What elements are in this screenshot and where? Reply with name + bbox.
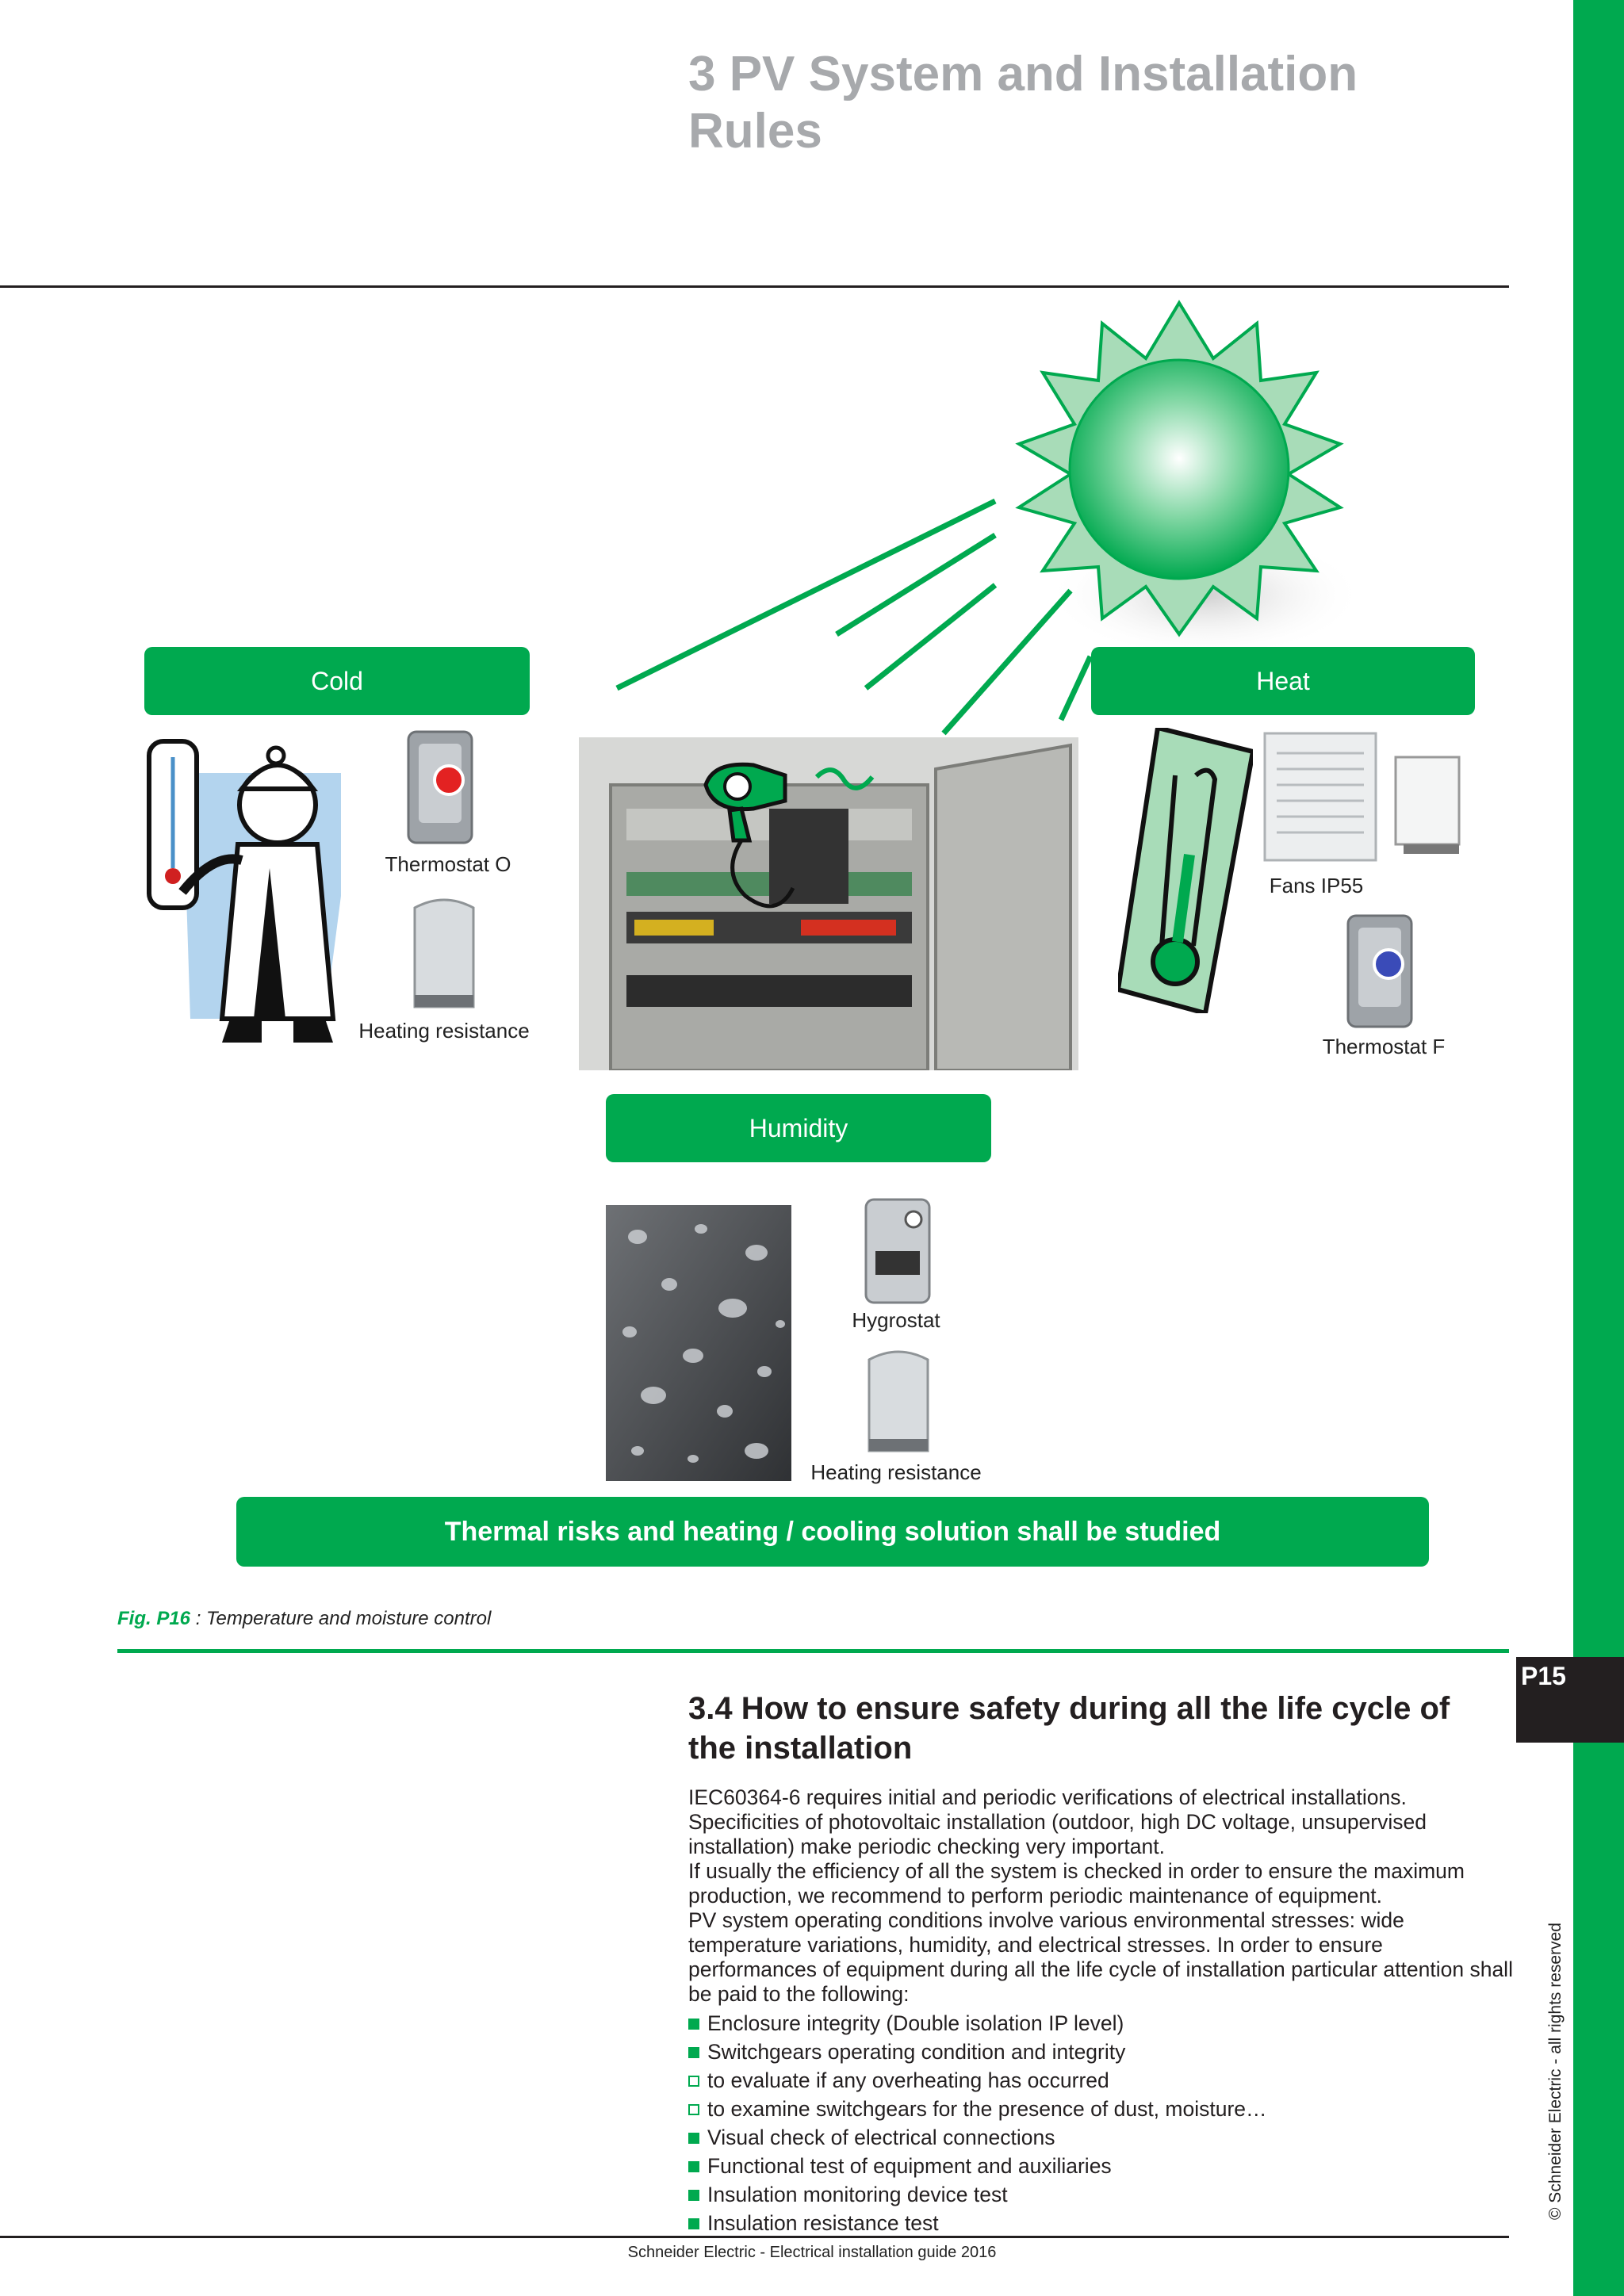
list-item: Insulation resistance test bbox=[688, 2211, 1513, 2236]
cold-header: Cold bbox=[144, 647, 530, 715]
figure-caption-text: : Temperature and moisture control bbox=[190, 1608, 492, 1629]
list-item: to examine switchgears for the presence of dust, moisture… bbox=[688, 2097, 1513, 2122]
water-droplets-image bbox=[606, 1205, 791, 1481]
side-color-bar bbox=[1573, 0, 1624, 2296]
list-item: to evaluate if any overheating has occurred bbox=[688, 2068, 1513, 2093]
fans-image bbox=[1249, 718, 1471, 868]
sub-bullet-icon bbox=[688, 2104, 699, 2115]
list-item: Functional test of equipment and auxiliaries bbox=[688, 2154, 1513, 2179]
paragraph: IEC60364-6 requires initial and periodic verifications of electrical installations. Specificities of photovoltaic installation (outdoor, high DC voltage, unsupervised installation) make periodic checking very important. bbox=[688, 1785, 1427, 1858]
list-item: Visual check of electrical connections bbox=[688, 2126, 1513, 2150]
caption-rule bbox=[117, 1649, 1509, 1653]
header-rule bbox=[0, 285, 1509, 288]
list-item: Enclosure integrity (Double isolation IP level) bbox=[688, 2011, 1513, 2036]
figure-number: Fig. P16 bbox=[117, 1608, 191, 1629]
electrical-enclosure-image bbox=[579, 737, 1078, 1070]
section-body bbox=[688, 1785, 1513, 2240]
humidity-heating-resistance-label: Heating resistance bbox=[810, 1460, 982, 1484]
paragraph: PV system operating conditions involve various environmental stresses: wide temperature variations, humidity, and electrical stresses. In order to ensure performances of equipment during all the life cycle of installation particular attention shall be paid to the following: bbox=[688, 1908, 1513, 2006]
thermostat-o-image bbox=[404, 728, 476, 847]
sun-ray bbox=[1061, 656, 1090, 720]
thermostat-f-image bbox=[1344, 912, 1415, 1031]
humidity-header: Humidity bbox=[606, 1094, 991, 1162]
chapter-title: 3 PV System and Installation Rules bbox=[688, 47, 1358, 159]
bullet-icon bbox=[688, 2019, 699, 2030]
hygrostat-image bbox=[858, 1196, 937, 1307]
bullet-icon bbox=[688, 2133, 699, 2144]
page-number-tab: P15 bbox=[1516, 1657, 1624, 1743]
thermostat-o-label: Thermostat O bbox=[385, 852, 511, 876]
bullet-icon bbox=[688, 2218, 699, 2229]
bullet-icon bbox=[688, 2190, 699, 2201]
sun-ray bbox=[837, 535, 995, 634]
humidity-heating-resistance-image bbox=[863, 1344, 934, 1455]
thermometer-icon bbox=[1118, 728, 1253, 1013]
hygrostat-label: Hygrostat bbox=[852, 1308, 940, 1332]
checklist bbox=[688, 2011, 1513, 2236]
paragraph: If usually the efficiency of all the system is checked in order to ensure the maximum production, we recommend to perform periodic maintenance of equipment. bbox=[688, 1859, 1465, 1908]
copyright-notice: © Schneider Electric - all rights reserved bbox=[1546, 1923, 1565, 2220]
heat-header: Heat bbox=[1091, 647, 1475, 715]
cold-man-illustration bbox=[135, 733, 341, 1050]
heating-resistance-label: Heating resistance bbox=[358, 1019, 530, 1043]
figure-caption bbox=[117, 1608, 491, 1630]
list-item: Insulation monitoring device test bbox=[688, 2183, 1513, 2207]
bullet-icon bbox=[688, 2047, 699, 2058]
temperature-moisture-figure bbox=[0, 293, 1554, 1594]
bullet-icon bbox=[688, 2161, 699, 2172]
list-item: Switchgears operating condition and integrity bbox=[688, 2040, 1513, 2064]
fans-ip55-label: Fans IP55 bbox=[1269, 874, 1364, 897]
heating-resistance-image bbox=[408, 892, 480, 1011]
thermostat-f-label: Thermostat F bbox=[1322, 1035, 1446, 1058]
conclusion-banner: Thermal risks and heating / cooling solution shall be studied bbox=[236, 1497, 1429, 1567]
sub-bullet-icon bbox=[688, 2076, 699, 2087]
footer-rule bbox=[0, 2236, 1509, 2238]
sun-ray bbox=[617, 501, 995, 688]
section-title: 3.4 How to ensure safety during all the life cycle of the installation bbox=[688, 1691, 1450, 1766]
page-footer: Schneider Electric - Electrical installation guide 2016 bbox=[627, 2244, 997, 2261]
